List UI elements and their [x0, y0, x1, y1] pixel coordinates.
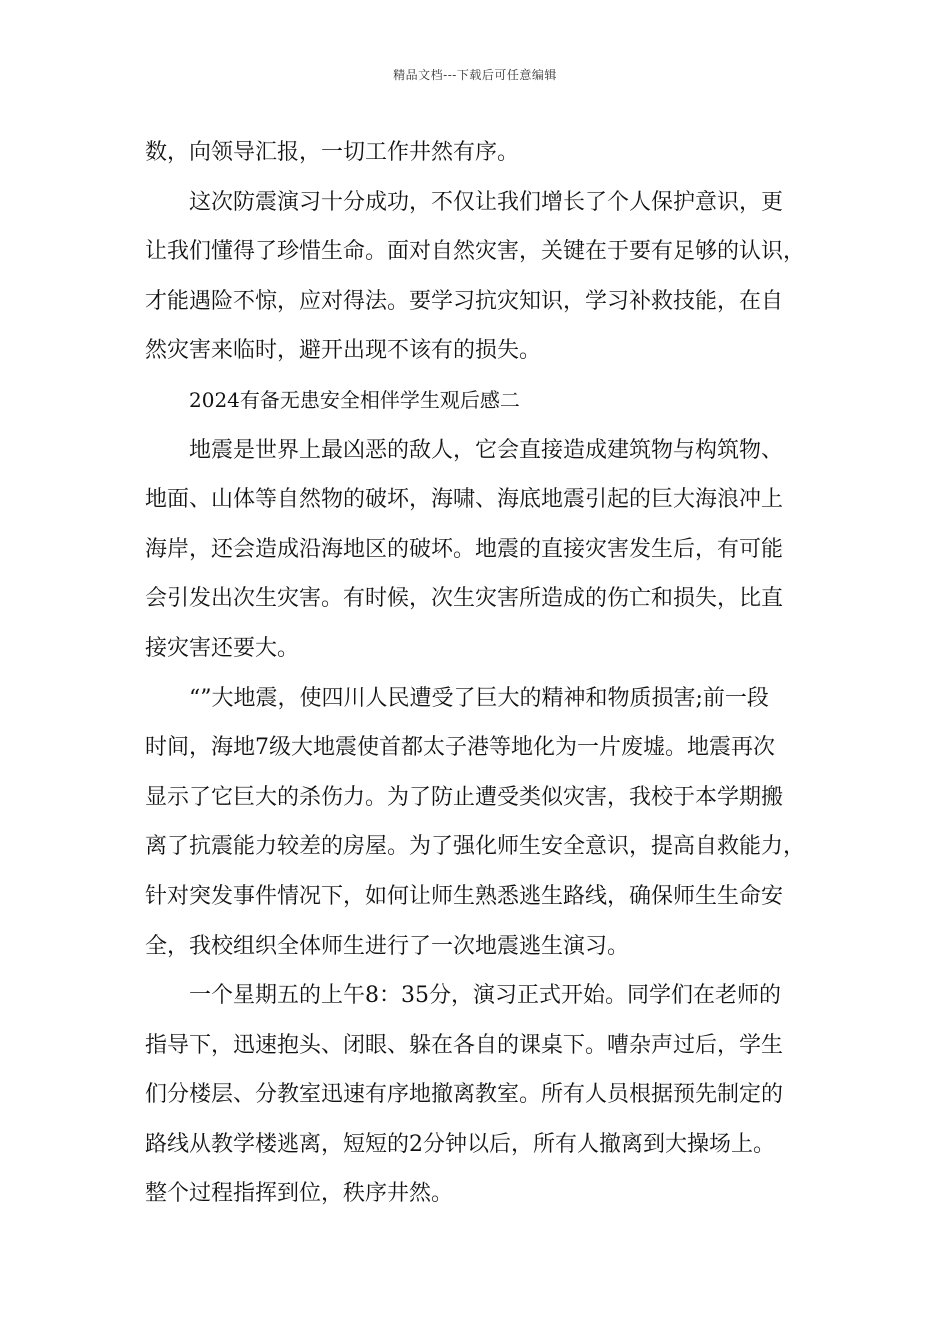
text-line: 显示了它巨大的杀伤力。为了防止遭受类似灾害，我校于本学期搬	[145, 784, 784, 810]
section-heading: 2024有备无患安全相伴学生观后感二	[189, 387, 520, 412]
document-body	[145, 128, 835, 1219]
text-line: 针对突发事件情况下，如何让师生熟悉逃生路线，确保师生生命安	[145, 883, 784, 909]
paragraph-start-line: 一个星期五的上午8：35分，演习正式开始。同学们在老师的	[189, 983, 781, 1009]
text-line: 离了抗震能力较差的房屋。为了强化师生安全意识，提高自救能力，	[145, 834, 806, 860]
text-line: 整个过程指挥到位，秩序井然。	[145, 1181, 454, 1207]
paragraph-start-line: 地震是世界上最凶恶的敌人，它会直接造成建筑物与构筑物、	[189, 437, 784, 463]
text-line: 会引发出次生灾害。有时候，次生灾害所造成的伤亡和损失，比直	[145, 586, 784, 612]
text-line: 地面、山体等自然物的破坏，海啸、海底地震引起的巨大海浪冲上	[145, 487, 784, 513]
paragraph-start-line: “”大地震，使四川人民遭受了巨大的精神和物质损害;前一段	[189, 685, 769, 711]
text-line: 海岸，还会造成沿海地区的破坏。地震的直接灾害发生后，有可能	[145, 536, 784, 562]
text-line: 全，我校组织全体师生进行了一次地震逃生演习。	[145, 933, 630, 959]
paragraph-start-line: 这次防震演习十分成功，不仅让我们增长了个人保护意识，更	[189, 189, 784, 215]
text-line: 数，向领导汇报，一切工作井然有序。	[145, 140, 520, 165]
text-line: 时间，海地7级大地震使首都太子港等地化为一片废墟。地震再次	[145, 735, 775, 761]
text-line: 让我们懂得了珍惜生命。面对自然灾害，关键在于要有足够的认识，	[145, 239, 806, 265]
text-line: 路线从教学楼逃离，短短的2分钟以后，所有人撤离到大操场上。	[145, 1131, 775, 1157]
text-line: 指导下，迅速抱头、闭眼、躲在各自的课桌下。嘈杂声过后，学生	[145, 1032, 784, 1058]
text-line: 才能遇险不惊，应对得法。要学习抗灾知识，学习补救技能，在自	[145, 288, 784, 314]
text-line: 然灾害来临时，避开出现不该有的损失。	[145, 338, 542, 364]
text-line: 接灾害还要大。	[145, 635, 300, 661]
page-header: 精品文档---下载后可任意编辑	[393, 68, 557, 82]
text-line: 们分楼层、分教室迅速有序地撤离教室。所有人员根据预先制定的	[145, 1082, 784, 1108]
